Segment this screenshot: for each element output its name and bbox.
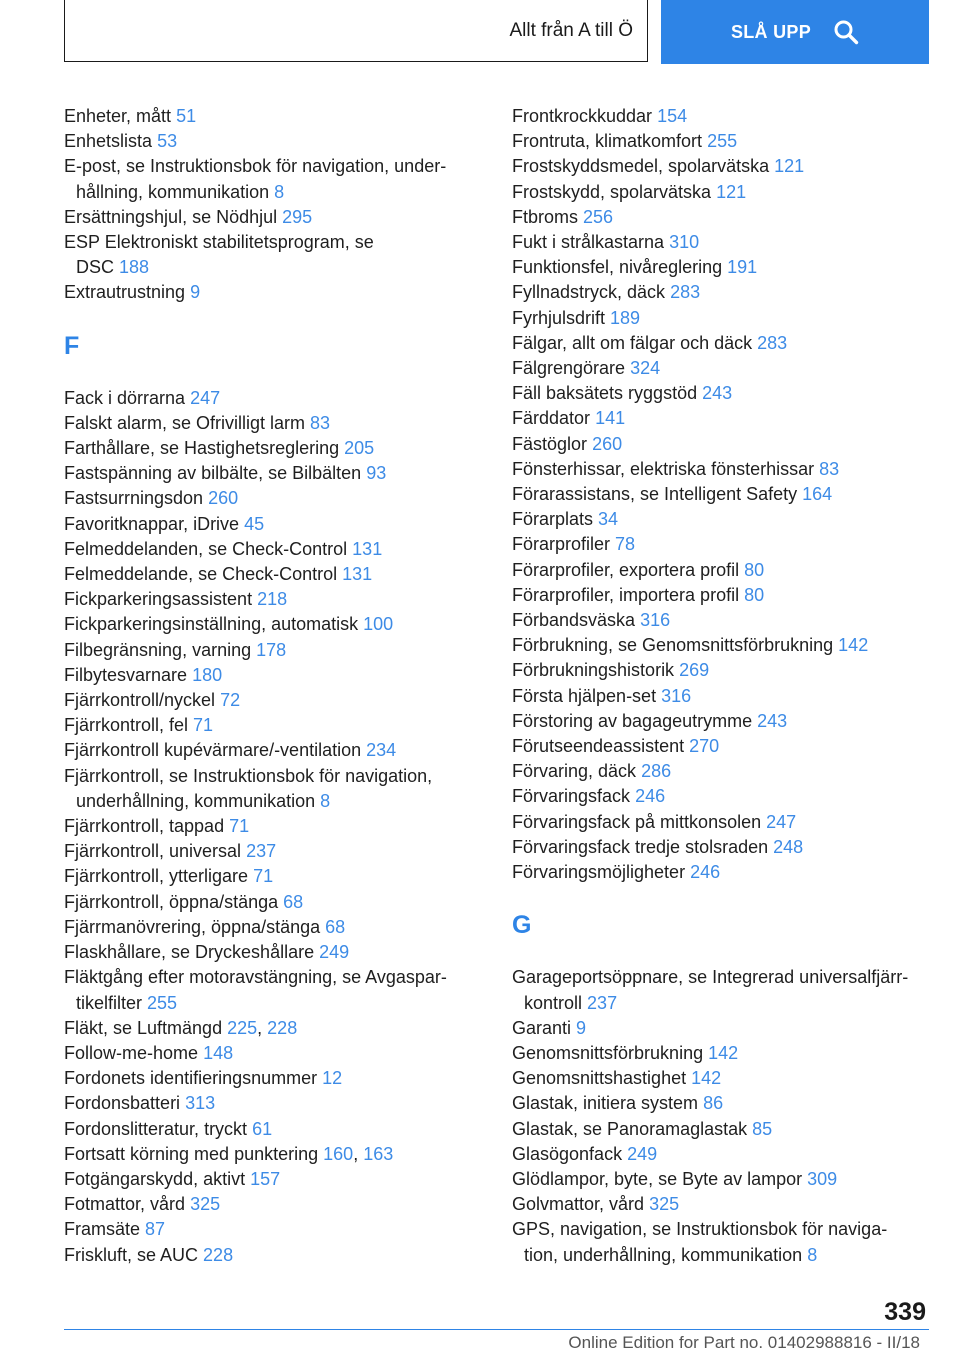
index-entry: Fortsatt körning med punktering 160, 163: [64, 1143, 394, 1164]
index-term: DSC: [76, 257, 115, 278]
index-term: Fukt i strålkastarna: [512, 232, 665, 253]
index-entry: [64, 562, 504, 587]
page-link[interactable]: 325: [190, 1194, 221, 1215]
index-entry: [512, 457, 952, 482]
page-link[interactable]: 160: [323, 1143, 354, 1164]
page-link[interactable]: 178: [256, 639, 287, 660]
page-link[interactable]: 85: [752, 1118, 773, 1139]
index-term: Förvaringsfack på mittkonsolen: [512, 811, 762, 832]
page-link[interactable]: 71: [253, 866, 274, 887]
index-entry: [64, 1167, 504, 1192]
index-term: Glastak, se Panoramaglastak: [512, 1118, 748, 1139]
index-term: Fordonsbatteri: [64, 1093, 181, 1114]
page-link[interactable]: 205: [344, 438, 375, 459]
index-term: Follow-me-home: [64, 1042, 199, 1063]
index-term: Förvaringsfack tredje stolsraden: [512, 836, 769, 857]
page-link[interactable]: 316: [640, 610, 671, 631]
page-link[interactable]: 163: [363, 1143, 394, 1164]
index-entry: [512, 1192, 952, 1217]
index-entry: [512, 658, 952, 683]
index-term: Förstoring av bagageutrymme: [512, 710, 753, 731]
index-column-left: [64, 104, 504, 1268]
page-link[interactable]: 225: [227, 1017, 258, 1038]
index-entry: [512, 230, 952, 255]
page-link[interactable]: 309: [807, 1168, 838, 1189]
index-entry: [64, 280, 504, 305]
page-link[interactable]: 255: [147, 992, 178, 1013]
index-entry: [64, 461, 504, 486]
index-entry: [64, 764, 504, 814]
index-term: Förvaringsmöjligheter: [512, 862, 686, 883]
index-term: Förarprofiler, exportera profil: [512, 559, 740, 580]
index-entry: [64, 738, 504, 763]
index-entry: [512, 482, 952, 507]
index-entry: [64, 512, 504, 537]
page-link[interactable]: 247: [766, 811, 797, 832]
index-entry: [64, 486, 504, 511]
index-entry: [512, 255, 952, 280]
index-entry: Fläkt, se Luftmängd 225, 228: [64, 1017, 298, 1038]
page-link[interactable]: 142: [838, 635, 869, 656]
index-entry: [512, 965, 952, 1015]
index-term: Garanti: [512, 1017, 572, 1038]
index-entry: [512, 331, 952, 356]
page-link[interactable]: 142: [691, 1068, 722, 1089]
a-to-z-tab[interactable]: [64, 0, 648, 62]
index-entry: [64, 1117, 504, 1142]
page-link[interactable]: 83: [819, 458, 840, 479]
index-term: Fastspänning av bilbälte, se Bilbälten: [64, 463, 362, 484]
index-term: Garageportsöppnare, se Integrerad universalfjärr-: [512, 967, 909, 988]
page-link[interactable]: 141: [595, 408, 626, 429]
page-link[interactable]: 71: [229, 816, 250, 837]
page-link[interactable]: 45: [244, 513, 265, 534]
page-link[interactable]: 269: [679, 660, 710, 681]
page-link[interactable]: 68: [325, 916, 346, 937]
index-term: Felmeddelande, se Check-Control: [64, 564, 338, 585]
index-term: kontroll: [524, 992, 583, 1013]
index-term: Genomsnittshastighet: [512, 1068, 687, 1089]
page-link[interactable]: 121: [774, 156, 805, 177]
index-entry: [64, 638, 504, 663]
index-term: Enhetslista: [64, 131, 153, 152]
index-term: GPS, navigation, se Instruktionsbok för naviga-: [512, 1219, 888, 1240]
index-term: ESP Elektroniskt stabilitetsprogram, se: [64, 232, 374, 253]
index-term: Glödlampor, byte, se Byte av lampor: [512, 1168, 803, 1189]
index-term: Frostskydd, spolarvätska: [512, 181, 712, 202]
index-term: Fjärrkontroll, ytterligare: [64, 866, 249, 887]
page-link[interactable]: 100: [363, 614, 394, 635]
page-link[interactable]: 12: [322, 1068, 343, 1089]
index-entry: [64, 839, 504, 864]
page-link[interactable]: 189: [610, 307, 641, 328]
index-term: Fotgängarskydd, aktivt: [64, 1168, 246, 1189]
index-entry: [512, 381, 952, 406]
page-link[interactable]: 9: [576, 1017, 587, 1038]
index-entry: [64, 104, 504, 129]
index-entry: [512, 129, 952, 154]
index-entry: [512, 1142, 952, 1167]
footer-divider: [64, 1329, 929, 1330]
index-entry: [64, 386, 504, 411]
index-entry: [64, 688, 504, 713]
index-term: Fönsterhissar, elektriska fönsterhissar: [512, 458, 815, 479]
index-term: Extrautrustning: [64, 282, 186, 303]
section-letter: F: [64, 331, 80, 360]
page-link[interactable]: 286: [641, 761, 672, 782]
index-entry: [64, 915, 504, 940]
page-link[interactable]: 237: [246, 841, 277, 862]
index-entry: [512, 205, 952, 230]
page-link[interactable]: 71: [193, 715, 214, 736]
index-term: Fickparkeringsassistent: [64, 589, 253, 610]
index-entry: [512, 633, 952, 658]
index-entry: [64, 1041, 504, 1066]
index-term: Fälgar, allt om fälgar och däck: [512, 332, 753, 353]
index-term: Fyllnadstryck, däck: [512, 282, 666, 303]
index-entry: [64, 864, 504, 889]
index-entry: [64, 154, 504, 204]
page-link[interactable]: 8: [320, 790, 331, 811]
index-entry: [512, 1117, 952, 1142]
page-link[interactable]: 61: [252, 1118, 273, 1139]
index-entry: [512, 1217, 952, 1267]
index-entry: [512, 432, 952, 457]
page-link[interactable]: 131: [352, 538, 383, 559]
page-link[interactable]: 249: [319, 942, 350, 963]
page-link[interactable]: 68: [283, 891, 304, 912]
index-term: Genomsnittsförbrukning: [512, 1042, 704, 1063]
index-term: Felmeddelanden, se Check-Control: [64, 538, 348, 559]
page-link[interactable]: 249: [627, 1143, 658, 1164]
index-entry: [64, 965, 504, 1015]
index-entry: [512, 104, 952, 129]
index-entry: [512, 608, 952, 633]
index-entry: [64, 1217, 504, 1242]
index-entry: [512, 759, 952, 784]
index-entry: [512, 1016, 952, 1041]
page-link[interactable]: 237: [587, 992, 618, 1013]
page-link[interactable]: 8: [807, 1244, 818, 1265]
page-link[interactable]: 260: [592, 433, 623, 454]
page-link[interactable]: 80: [744, 584, 765, 605]
page-link[interactable]: 260: [208, 488, 239, 509]
index-term: Förbrukningshistorik: [512, 660, 675, 681]
page-link[interactable]: 256: [583, 206, 614, 227]
index-term: Fickparkeringsinställning, automatisk: [64, 614, 359, 635]
page-link[interactable]: 121: [716, 181, 747, 202]
index-entry: [512, 280, 952, 305]
index-entry: [512, 1091, 952, 1116]
page-link[interactable]: 316: [661, 685, 692, 706]
index-term: Fälgrengörare: [512, 358, 626, 379]
page-link[interactable]: 86: [703, 1093, 724, 1114]
page-link[interactable]: 283: [670, 282, 701, 303]
page-number: 339: [884, 1298, 926, 1326]
index-entry: [512, 835, 952, 860]
index-entry: [64, 1243, 504, 1268]
page-link[interactable]: 243: [757, 710, 788, 731]
page-link[interactable]: 157: [250, 1168, 281, 1189]
page-link[interactable]: 255: [707, 131, 738, 152]
index-entry: [512, 507, 952, 532]
page-link[interactable]: 131: [342, 564, 373, 585]
index-entry: [512, 583, 952, 608]
index-entry: [64, 663, 504, 688]
page-link[interactable]: 243: [702, 383, 733, 404]
index-term: Falskt alarm, se Ofrivilligt larm: [64, 412, 306, 433]
index-entry: [64, 814, 504, 839]
index-entry: [512, 532, 952, 557]
page-link[interactable]: 246: [635, 786, 666, 807]
index-term: Förvaringsfack: [512, 786, 631, 807]
index-entry: [512, 154, 952, 179]
index-term: Fjärrkontroll, öppna/stänga: [64, 891, 279, 912]
index-entry: [512, 306, 952, 331]
search-icon: [833, 19, 859, 45]
index-entry: [512, 1167, 952, 1192]
index-term: Förarassistans, se Intelligent Safety: [512, 484, 798, 505]
index-term: Förarplats: [512, 509, 594, 530]
index-entry: [64, 1091, 504, 1116]
page-link[interactable]: 248: [773, 836, 804, 857]
index-term: Fjärrkontroll, se Instruktionsbok för navigation,: [64, 765, 433, 786]
index-term: Förvaring, däck: [512, 761, 637, 782]
index-term: Förbrukning, se Genomsnittsförbrukning: [512, 635, 834, 656]
index-term: underhållning, kommunikation: [76, 790, 316, 811]
page-link[interactable]: 313: [185, 1093, 216, 1114]
index-term: Filbegränsning, varning: [64, 639, 252, 660]
index-term: Fästöglor: [512, 433, 588, 454]
page-link[interactable]: 72: [220, 690, 241, 711]
index-term: Fäll baksätets ryggstöd: [512, 383, 698, 404]
search-button[interactable]: [661, 0, 929, 64]
index-term: Ftbroms: [512, 206, 579, 227]
index-entry: [64, 205, 504, 230]
index-entry: [512, 180, 952, 205]
index-term: E-post, se Instruktionsbok för navigation, under-: [64, 156, 447, 177]
index-term: Förarprofiler, importera profil: [512, 584, 740, 605]
index-entry: [512, 558, 952, 583]
index-term: Friskluft, se AUC: [64, 1244, 199, 1265]
index-entry: [64, 713, 504, 738]
index-entry: [64, 1192, 504, 1217]
index-term: Flaskhållare, se Dryckeshållare: [64, 942, 315, 963]
index-term: Glastak, initiera system: [512, 1093, 699, 1114]
index-term: Glasögonfack: [512, 1143, 623, 1164]
index-entry: [512, 860, 952, 885]
index-entry: [512, 684, 952, 709]
index-entry: [64, 411, 504, 436]
page-link[interactable]: 164: [802, 484, 833, 505]
page-link[interactable]: 270: [689, 736, 720, 757]
index-term: Ersättningshjul, se Nödhjul: [64, 206, 278, 227]
search-label: SLÅ UPP: [730, 21, 812, 42]
page-link[interactable]: 228: [203, 1244, 234, 1265]
index-entry: [512, 709, 952, 734]
index-entry: [512, 406, 952, 431]
a-to-z-label: Allt från A till Ö: [509, 19, 633, 41]
index-entry: [512, 1066, 952, 1091]
footer-edition: Online Edition for Part no. 01402988816 - II/18: [568, 1333, 920, 1352]
index-term: Fastsurrningsdon: [64, 488, 204, 509]
index-term: Färddator: [512, 408, 591, 429]
index-entry: [512, 1041, 952, 1066]
page-link[interactable]: 246: [690, 862, 721, 883]
index-term: Fjärrkontroll, fel: [64, 715, 189, 736]
index-term: hållning, kommunikation: [76, 181, 270, 202]
index-term: Förutseendeassistent: [512, 736, 685, 757]
page-link[interactable]: 78: [615, 534, 636, 555]
page-link[interactable]: 148: [203, 1042, 234, 1063]
index-term: Funktionsfel, nivåreglering: [512, 257, 723, 278]
page-link[interactable]: 188: [119, 257, 150, 278]
index-term: Filbytesvarnare: [64, 664, 188, 685]
index-term: Första hjälpen-set: [512, 685, 657, 706]
index-entry: [64, 940, 504, 965]
page-link[interactable]: 228: [267, 1017, 298, 1038]
page-link[interactable]: 247: [190, 387, 221, 408]
index-term: Fjärrkontroll, tappad: [64, 816, 225, 837]
index-term: Fjärrkontroll, universal: [64, 841, 242, 862]
index-entry: [64, 129, 504, 154]
index-term: Frostskyddsmedel, spolarvätska: [512, 156, 770, 177]
index-column-right: [512, 104, 952, 1268]
index-entry: [64, 230, 504, 280]
index-term: Förbandsväska: [512, 610, 636, 631]
index-entry: [64, 587, 504, 612]
page-link[interactable]: 295: [282, 206, 313, 227]
index-entry: [64, 436, 504, 461]
index-term: Enheter, mått: [64, 106, 172, 126]
page-link[interactable]: 9: [190, 282, 201, 303]
page-link[interactable]: 310: [669, 232, 700, 253]
page-link[interactable]: 51: [176, 106, 197, 126]
top-navigation: [64, 0, 929, 64]
index-term: Förarprofiler: [512, 534, 611, 555]
index-term: Golvmattor, vård: [512, 1194, 645, 1215]
page-link[interactable]: 218: [257, 589, 288, 610]
index-entry: [512, 784, 952, 809]
index-term: Fläkt, se Luftmängd: [64, 1017, 223, 1038]
index-entry: [512, 356, 952, 381]
index-entry: [512, 810, 952, 835]
index-entry: [512, 734, 952, 759]
page-link[interactable]: 154: [657, 106, 688, 126]
index-term: Fack i dörrarna: [64, 387, 186, 408]
page-link[interactable]: 93: [366, 463, 387, 484]
page-link[interactable]: 325: [649, 1194, 680, 1215]
index-term: Frontkrockkuddar: [512, 106, 653, 126]
page-link[interactable]: 324: [630, 358, 661, 379]
index-term: Fjärrmanövrering, öppna/stänga: [64, 916, 321, 937]
index-term: Fordonslitteratur, tryckt: [64, 1118, 248, 1139]
page-link[interactable]: 180: [192, 664, 223, 685]
index-term: tikelfilter: [76, 992, 143, 1013]
index-term: tion, underhållning, kommunikation: [524, 1244, 803, 1265]
index-term: Frontruta, klimatkomfort: [512, 131, 703, 152]
page-link[interactable]: 283: [757, 332, 788, 353]
index-entry: [64, 890, 504, 915]
page-link[interactable]: 87: [145, 1219, 166, 1240]
page-link[interactable]: 53: [157, 131, 178, 152]
page-link[interactable]: 234: [366, 740, 397, 761]
index-term: Fjärrkontroll kupévärmare/-ventilation: [64, 740, 362, 761]
index-term: Fyrhjulsdrift: [512, 307, 606, 328]
page-link[interactable]: 191: [727, 257, 758, 278]
index-term: Fotmattor, vård: [64, 1194, 186, 1215]
section-letter: G: [512, 911, 532, 940]
page-link[interactable]: 80: [744, 559, 765, 580]
page-link[interactable]: 142: [708, 1042, 739, 1063]
index-term: Framsäte: [64, 1219, 141, 1240]
index-term: Fläktgång efter motoravstängning, se Avgaspar-: [64, 967, 447, 988]
index-term: Fordonets identifieringsnummer: [64, 1068, 318, 1089]
index-entry: [64, 1066, 504, 1091]
index-entry: [64, 537, 504, 562]
index-entry: [64, 612, 504, 637]
page-link[interactable]: 83: [310, 412, 331, 433]
page-link[interactable]: 34: [598, 509, 619, 530]
page-link[interactable]: 8: [274, 181, 285, 202]
index-term: Farthållare, se Hastighetsreglering: [64, 438, 340, 459]
index-term: Fjärrkontroll/nyckel: [64, 690, 216, 711]
index-term: Fortsatt körning med punktering: [64, 1143, 319, 1164]
index-term: Favoritknappar, iDrive: [64, 513, 240, 534]
